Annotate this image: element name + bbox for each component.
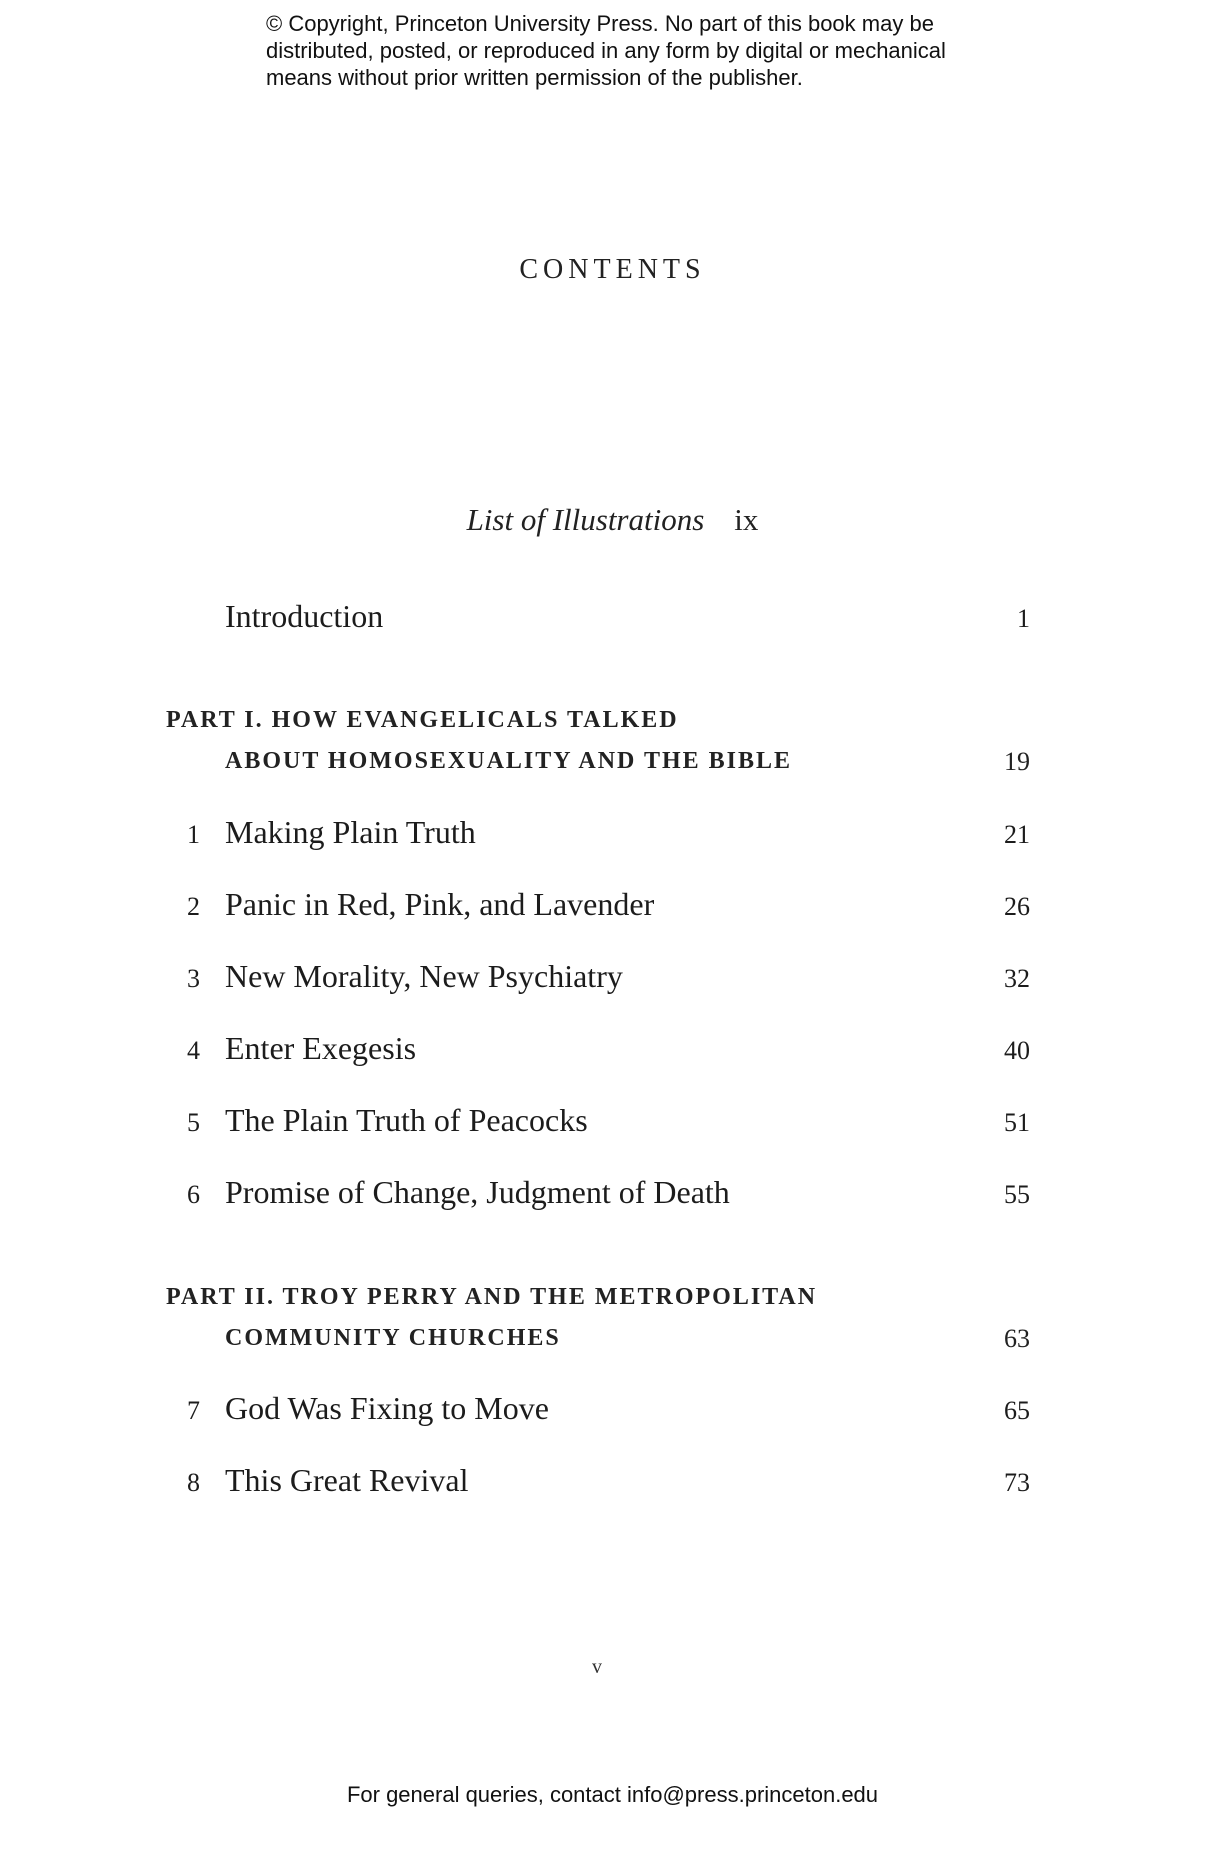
chapter-page: 32	[1004, 964, 1030, 993]
chapter-number: 3	[187, 964, 200, 993]
chapter-page: 26	[1004, 892, 1030, 921]
page-title: CONTENTS	[519, 254, 706, 285]
entry-page: 1	[1017, 604, 1030, 633]
chapter-title: This Great Revival	[225, 1462, 469, 1498]
copyright-line: © Copyright, Princeton University Press. No part of this book may be	[266, 11, 934, 36]
chapter-number: 5	[187, 1108, 200, 1137]
chapter-number: 6	[187, 1180, 200, 1209]
part-heading-line1: PART II. TROY PERRY AND THE METROPOLITAN	[166, 1284, 818, 1310]
part-page: 19	[1004, 747, 1030, 776]
chapter-number: 8	[187, 1468, 200, 1497]
copyright-notice	[266, 10, 1026, 91]
chapter-page: 21	[1004, 820, 1030, 849]
chapter-title: Enter Exegesis	[225, 1030, 417, 1066]
toc-entry-introduction[interactable]	[166, 598, 1030, 642]
part-heading-line1: PART I. HOW EVANGELICALS TALKED	[166, 707, 679, 733]
toc-entry-chapter-2[interactable]	[166, 886, 1030, 930]
chapter-title: Panic in Red, Pink, and Lavender	[225, 886, 655, 922]
toc-entry-chapter-8[interactable]	[166, 1462, 1030, 1506]
toc-entry-illustrations[interactable]	[0, 502, 1225, 538]
chapter-page: 73	[1004, 1468, 1030, 1497]
chapter-page: 65	[1004, 1396, 1030, 1425]
chapter-title: Making Plain Truth	[225, 814, 476, 850]
toc-entry-chapter-6[interactable]	[166, 1174, 1030, 1218]
toc-entry-chapter-4[interactable]	[166, 1030, 1030, 1074]
chapter-number: 1	[187, 820, 200, 849]
toc-entry-chapter-1[interactable]	[166, 814, 1030, 858]
chapter-number: 4	[187, 1036, 200, 1065]
illustrations-page: ix	[734, 502, 759, 537]
toc-entry-chapter-5[interactable]	[166, 1102, 1030, 1146]
chapter-page: 51	[1004, 1108, 1030, 1137]
chapter-title: God Was Fixing to Move	[225, 1390, 549, 1426]
chapter-page: 40	[1004, 1036, 1030, 1065]
entry-title: Introduction	[225, 598, 384, 634]
chapter-title: New Morality, New Psychiatry	[225, 958, 623, 994]
part-heading-line2: COMMUNITY CHURCHES	[225, 1325, 561, 1351]
part-page: 63	[1004, 1324, 1030, 1353]
chapter-title: The Plain Truth of Peacocks	[225, 1102, 588, 1138]
copyright-line: distributed, posted, or reproduced in any form by digital or mechanical	[266, 38, 946, 63]
page-folio: v	[592, 1656, 602, 1678]
toc-entry-chapter-7[interactable]	[166, 1390, 1030, 1434]
chapter-title: Promise of Change, Judgment of Death	[225, 1174, 730, 1210]
chapter-number: 7	[187, 1396, 200, 1425]
chapter-page: 55	[1004, 1180, 1030, 1209]
chapter-number: 2	[187, 892, 200, 921]
toc-entry-chapter-3[interactable]	[166, 958, 1030, 1002]
footer-contact: For general queries, contact info@press.princeton.edu	[346, 1782, 879, 1807]
part-heading-line2: ABOUT HOMOSEXUALITY AND THE BIBLE	[225, 748, 793, 774]
illustrations-label: List of Illustrations	[466, 502, 705, 537]
copyright-line: means without prior written permission of the publisher.	[266, 65, 803, 90]
